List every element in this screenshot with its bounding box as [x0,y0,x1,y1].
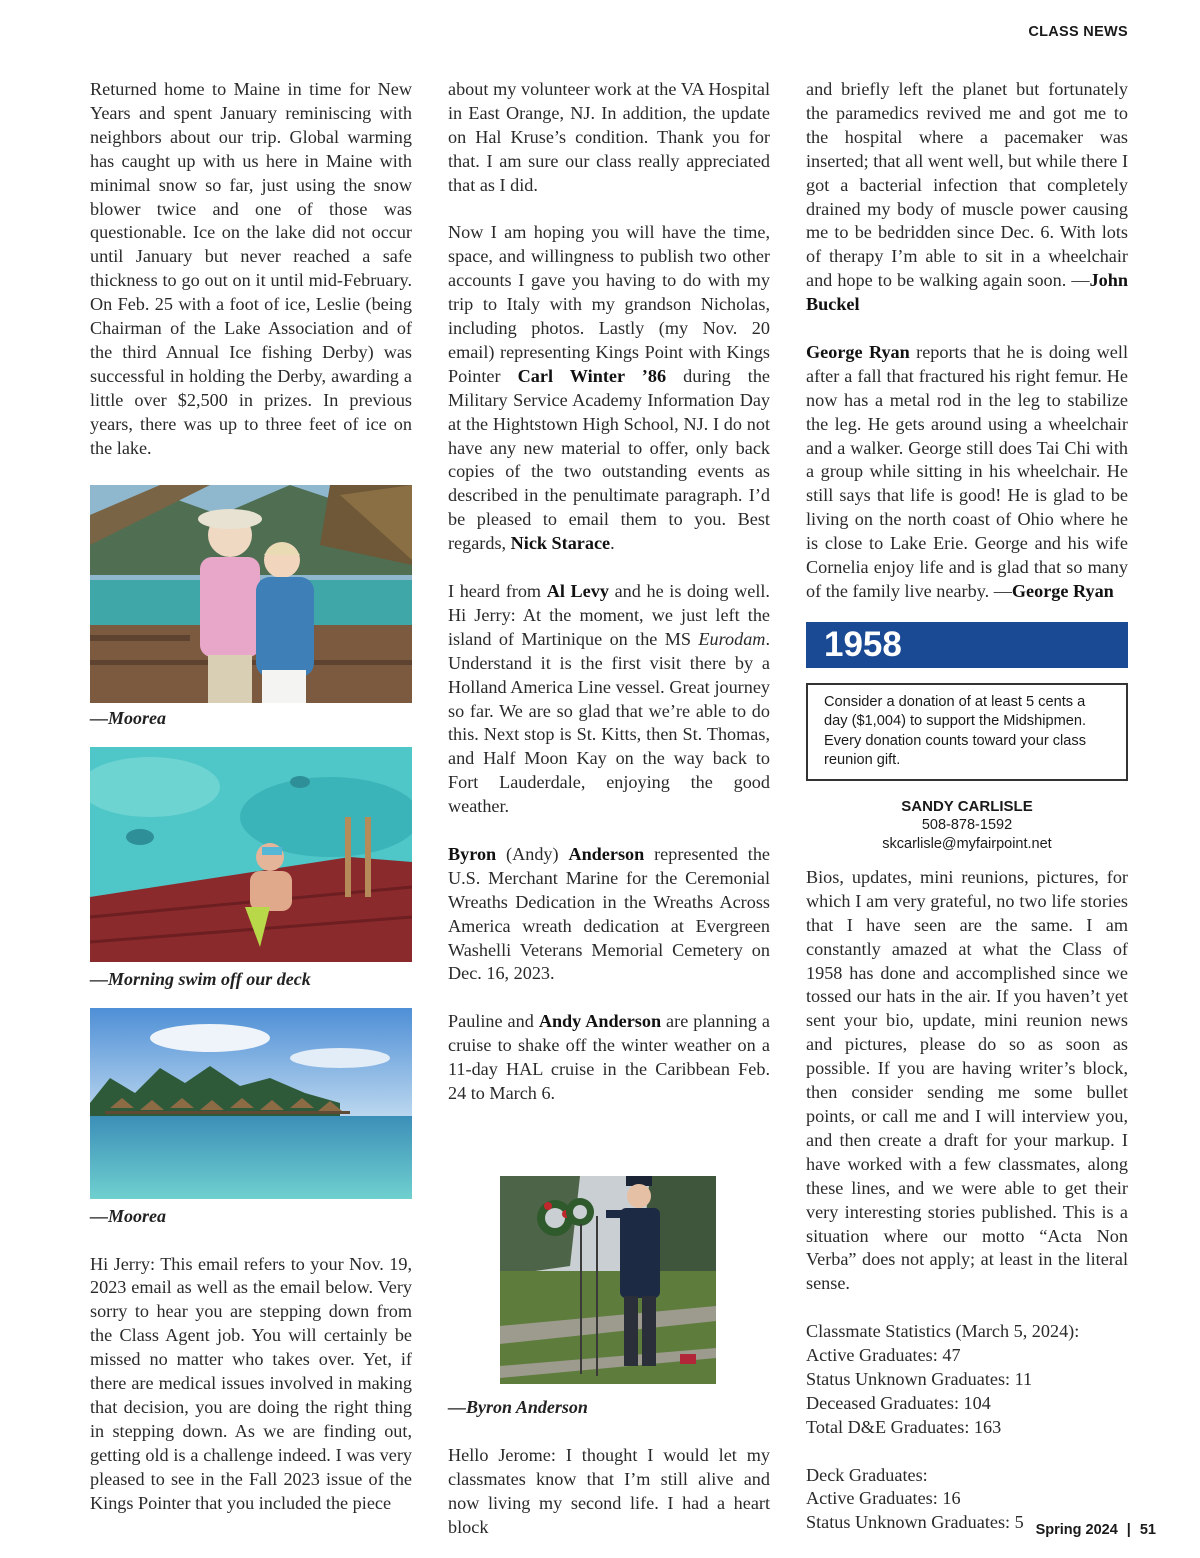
issue-label: Spring 2024 [1035,1522,1118,1538]
person-name: Anderson [568,843,645,864]
article-paragraph: about my volunteer work at the VA Hospital in East Orange, NJ. In addition, the update on Hal Kruse’s condition. Thank you for that. I am sure our class really appreciated that as I did. [448,79,770,195]
class-agent-contact [806,797,1128,854]
column-2 [448,78,770,1540]
article-paragraph: Hi Jerry: This email refers to your Nov. 19, 2023 email as well as the email below. Very sorry to hear you are stepping down from the Class Agent job. You will certainly be missed no matter who takes over. Yet, if there are medical issues involved in making that decision, you are doing the right thing in stepping down. As we are finding out, getting old is a challenge indeed. I was very pleased to see in the Fall 2023 issue of the Kings Pointer that you included the piece [90,1253,412,1513]
donation-callout: Consider a donation of at least 5 cents a day ($1,004) to support the Midshipmen. Every donation counts toward your class reunion gift. [806,683,1128,781]
photo-morning-swim [90,747,412,962]
stat-line: Status Unknown Graduates: 5 [806,1512,1024,1533]
stat-line: Active Graduates: 16 [806,1488,961,1509]
page-number: 51 [1139,1522,1156,1538]
photo-caption: —Moorea [90,1205,166,1226]
article-paragraph: Byron (Andy) Anderson represented the U.S. Merchant Marine for the Ceremonial Wreaths Dedication in the Wreaths Across America wreath dedication at Evergreen Washelli Veterans Memorial Cemetery on Dec. 16, 2023. [448,843,770,984]
article-paragraph: Now I am hoping you will have the time, space, and willingness to publish two other accounts I gave you having to do with my trip to Italy with my grandson Nicholas, including photos. Lastly (my Nov. 20 email) representing Kings Point with Kings Pointer Carl Winter ’86 during the Military Service Academy Information Day at the Hightstown High School, NJ. I do not have any new material to offer, only back copies of the two outstanding events as described in the penultimate paragraph. I’d be pleased to email them to you. Best regards, Nick Starace. [448,222,770,554]
photo-caption: —Byron Anderson [448,1396,588,1417]
photo-caption: —Morning swim off our deck [90,968,311,989]
agent-phone: 508-878-1592 [921,816,1013,833]
stat-line: Status Unknown Graduates: 11 [806,1368,1033,1389]
article-paragraph: Hello Jerome: I thought I would let my classmates know that I’m still alive and now living my second life. I had a heart block [448,1444,770,1537]
footer-separator: | [1126,1522,1131,1538]
stat-line: Total D&E Graduates: 163 [806,1416,1002,1437]
signature: George Ryan [1011,581,1114,602]
agent-email: skcarlisle@myfairpoint.net [882,835,1052,852]
photo-moorea-bungalows [90,1008,412,1199]
photo-byron-anderson [500,1176,716,1384]
signature: John Buckel [806,270,1128,315]
person-name: Byron [448,843,497,864]
photo-caption: —Moorea [90,707,166,728]
stat-line: Active Graduates: 47 [806,1345,961,1366]
person-name: Al Levy [546,581,609,601]
column-3 [806,78,1128,1535]
article-paragraph: I heard from Al Levy and he is doing well. Hi Jerry: At the moment, we just left the island of Martinique on the MS Eurodam. Understand it is the first visit there by a Holland America Line vessel. Great journey so far. We are so glad that we’re able to do this. Next stop is St. Kitts, then St. Thomas, and Half Moon Kay on the way back to Fort Lauderdale, enjoying the good weather. [448,581,770,817]
section-label: CLASS NEWS [1028,24,1128,40]
class-year-banner: 1958 [806,622,1128,668]
stat-line: Classmate Statistics (March 5, 2024): [806,1321,1080,1342]
stat-line: Deceased Graduates: 104 [806,1392,991,1413]
stat-line: Deck Graduates: [806,1464,928,1485]
photo-couple-moorea [90,485,412,703]
article-paragraph: Returned home to Maine in time for New Years and spent January reminiscing with neighbors about our trip. Global warming has caught up with us here in Maine with minimal snow so far, just using the snow blower twice and one of those was questionable. Ice on the lake did not occur until January but never reached a safe thickness to go out on it until mid-February. On Feb. 25 with a foot of ice, Leslie (being Chairman of the Lake Association and of the third Annual Ice fishing Derby) was successful in holding the Derby, awarding a little over $2,500 in prizes. In previous years, there was up to three feet of ice on the lake. [90,79,412,458]
ship-name: Eurodam [698,628,766,649]
person-name: Nick Starace [510,533,611,554]
person-name: Andy Anderson [538,1011,662,1032]
agent-name: SANDY CARLISLE [901,797,1033,815]
article-paragraph: and briefly left the planet but fortunately the paramedics revived me and got me to the hospital where a pacemaker was inserted; that all went well, but while there I got a bacterial infection that completely drained my body of muscle power causing me to be bedridden since Dec. 6. With lots of therapy I’m able to sit in a wheelchair and hope to be walking again soon. —John Buckel [806,79,1128,315]
article-paragraph: Bios, updates, mini reunions, pictures, for which I am very grateful, no two life stories that I have seen are the same. I am constantly amazed at what the Class of 1958 has done and accomplished since we tossed our hats in the air. If you haven’t yet sent your bio, update, mini reunion news and pictures, please do so as soon as possible. If you are having writer’s block, then consider sending me some bullet points, or call me and I will interview you, and then create a draft for your markup. I have worked with a few classmates, along these lines, and we were able to get their very interesting stories published. This is a situation where our motto “Acta Non Verba” does not apply; at least in the literal sense. [806,866,1128,1294]
person-name: Carl Winter ’86 [517,365,667,386]
page-footer [1036,1522,1156,1538]
column-1 [90,78,412,1515]
article-paragraph: Pauline and Andy Anderson are planning a cruise to shake off the winter weather on a 11-day HAL cruise in the Caribbean Feb. 24 to March 6. [448,1011,770,1103]
person-name: George Ryan [806,341,910,362]
classmate-statistics [806,1320,1128,1440]
article-paragraph: George Ryan reports that he is doing well after a fall that fractured his right femur. He now has a metal rod in the leg to stabilize the leg. He gets around using a wheelchair and a walker. George still does Tai Chi with a group while sitting in his wheelchair. He still says that life is good! He is glad to be living on the north coast of Ohio where he is close to Lake Erie. George and his wife Cornelia enjoy life and is glad that so many of the family live nearby. —George Ryan [806,341,1128,602]
